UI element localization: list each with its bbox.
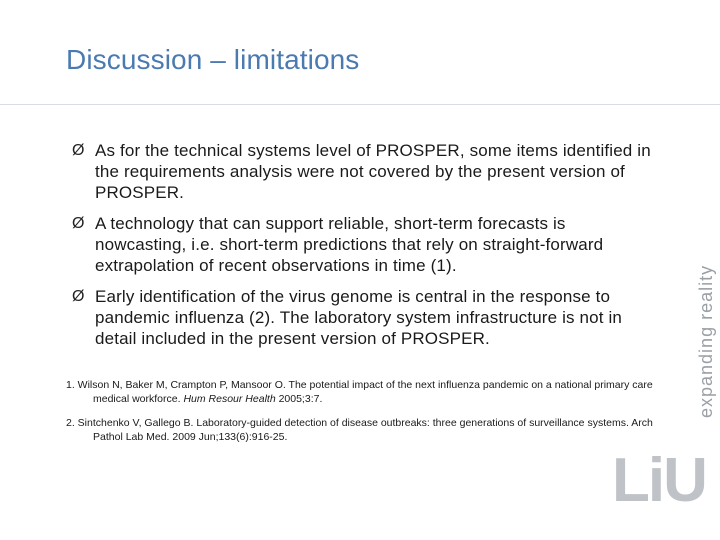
bullet-text: A technology that can support reliable, short-term forecasts is nowcasting, i.e. short-term predictions that rely on straight-forward extrapolation of recent observations in time (1). (95, 214, 604, 275)
reference-citation: 2005;3:7. (275, 393, 323, 405)
reference-item (66, 378, 656, 406)
bullet-list (72, 140, 652, 359)
arrow-bullet-icon: Ø (72, 288, 85, 305)
title-divider (0, 104, 720, 105)
brand-tagline: expanding reality (696, 264, 716, 418)
bullet-text: Early identification of the virus genome is central in the response to pandemic influenza (2). The laboratory system infrastructure is not in detail included in the present version of PROSPER. (95, 287, 623, 348)
arrow-bullet-icon: Ø (72, 142, 85, 159)
slide-title: Discussion – limitations (66, 44, 360, 75)
bullet-item (72, 213, 652, 276)
reference-item (66, 416, 656, 444)
liu-logo: LiU (612, 446, 706, 515)
bullet-text: As for the technical systems level of PROSPER, some items identified in the requirements analysis were not covered by the present version of PROSPER. (95, 141, 651, 202)
reference-list (66, 378, 656, 454)
reference-journal: Hum Resour Health (183, 393, 276, 405)
bullet-item (72, 140, 652, 203)
reference-text: 2. Sintchenko V, Gallego B. Laboratory-guided detection of disease outbreaks: three generations of surveillance systems. Arch Pathol Lab Med. 2009 Jun;133(6):916-25. (66, 417, 653, 443)
arrow-bullet-icon: Ø (72, 215, 85, 232)
reference-text: 1. Wilson N, Baker M, Crampton P, Mansoor O. The potential impact of the next influenza pandemic on a national primary care medical workforce. (66, 379, 653, 405)
bullet-item (72, 286, 652, 349)
